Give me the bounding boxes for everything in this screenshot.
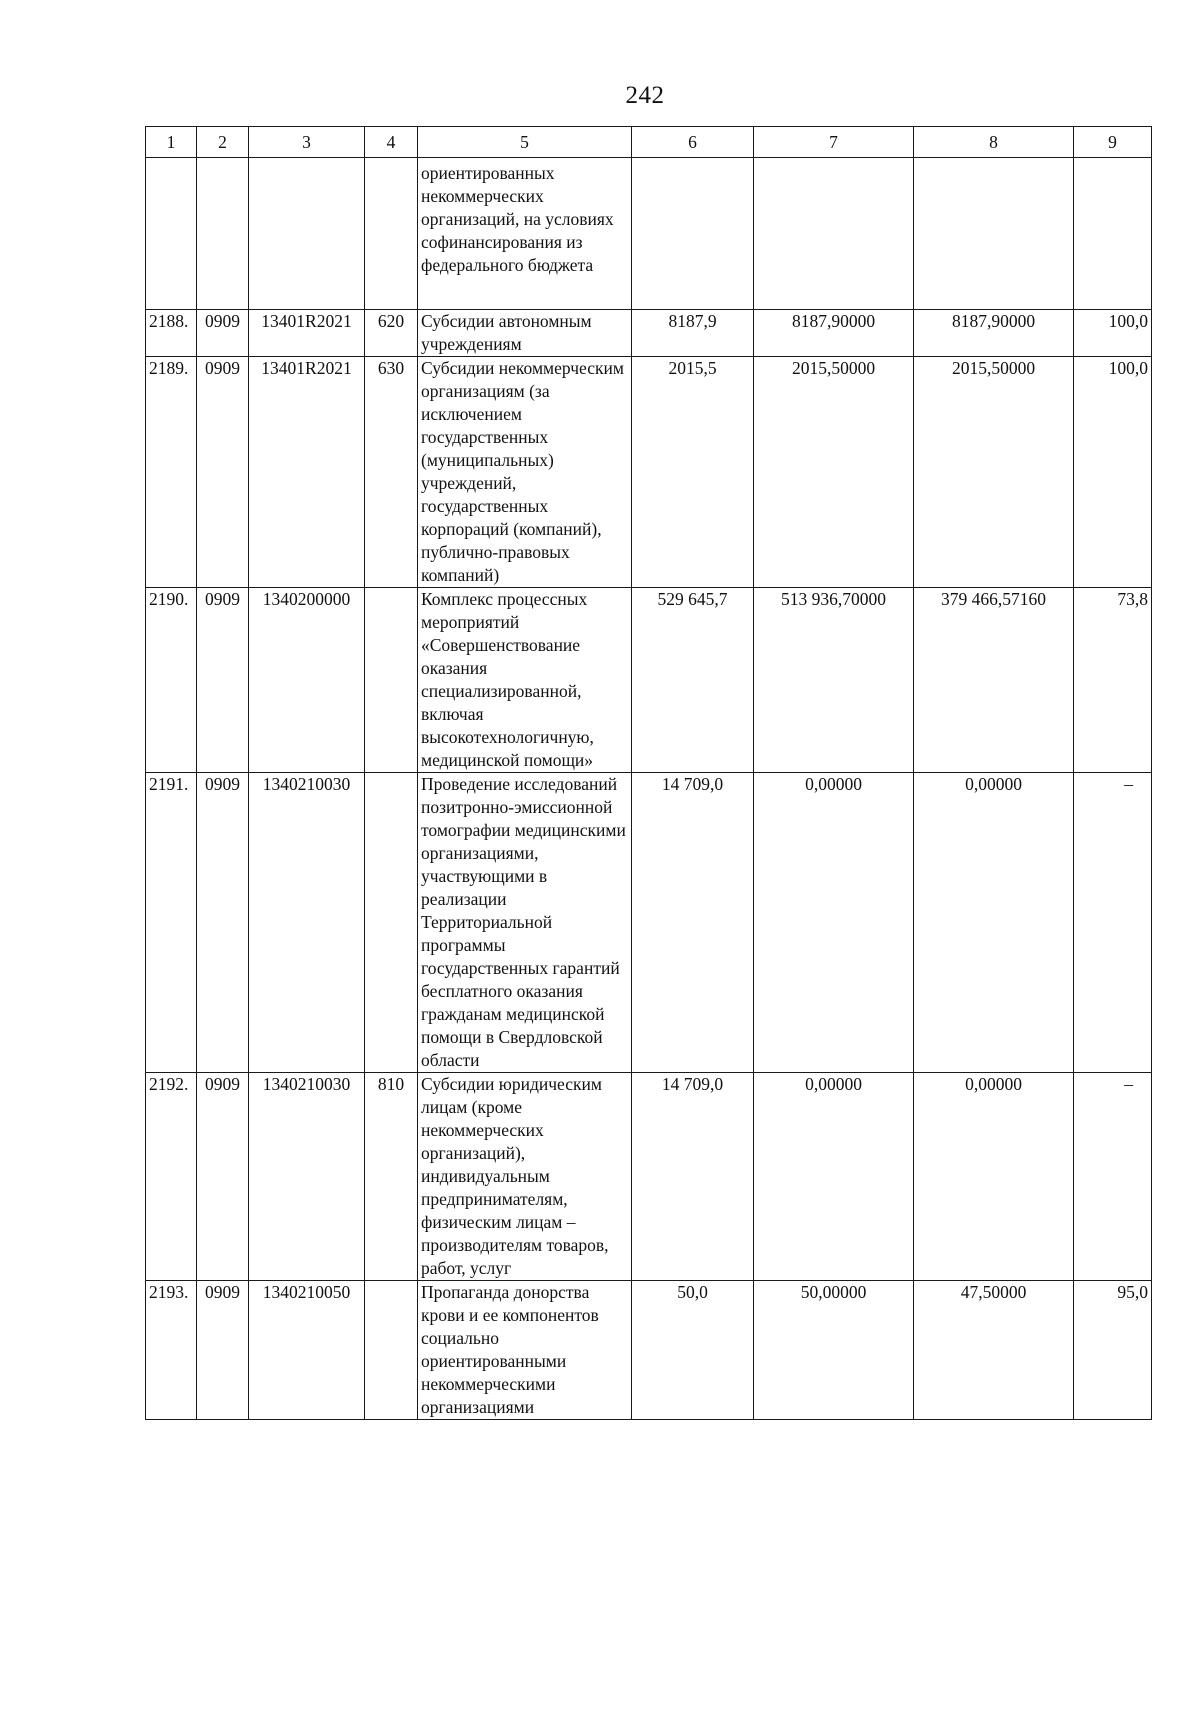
expense-type-cell: 810 [365, 1073, 418, 1281]
expense-type-cell [365, 588, 418, 773]
column-header: 5 [418, 127, 632, 158]
executed-amount-cell: 0,00000 [914, 773, 1074, 1073]
execution-percent-cell: 100,0 [1074, 310, 1152, 357]
target-code-cell: 1340210050 [249, 1281, 365, 1420]
column-header: 2 [197, 127, 249, 158]
page-number: 242 [625, 82, 665, 109]
row-number-cell: 2193. [146, 1281, 197, 1420]
item-name-cell: ориентированных некоммерческих организаций, на условиях софинансирования из федерального бюджета [418, 158, 632, 310]
expense-type-cell [365, 158, 418, 310]
execution-percent-cell [1074, 158, 1152, 310]
planned-amount-cell [632, 158, 754, 310]
execution-percent-cell: 95,0 [1074, 1281, 1152, 1420]
column-header: 6 [632, 127, 754, 158]
planned-amount-cell: 529 645,7 [632, 588, 754, 773]
executed-amount-cell: 47,50000 [914, 1281, 1074, 1420]
revised-amount-cell: 8187,90000 [754, 310, 914, 357]
item-name-cell: Субсидии автономным учреждениям [418, 310, 632, 357]
item-name-cell: Проведение исследований позитронно-эмиссионной томографии медицинскими организациями, участвующими в реализации Территориальной программы государственных гарантий бесплатного оказания гражданам медицинской помощи в Свердловской области [418, 773, 632, 1073]
row-number-cell [146, 158, 197, 310]
revised-amount-cell [754, 158, 914, 310]
target-code-cell: 1340200000 [249, 588, 365, 773]
executed-amount-cell [914, 158, 1074, 310]
revised-amount-cell: 2015,50000 [754, 357, 914, 588]
row-number-cell: 2190. [146, 588, 197, 773]
row-number-cell: 2191. [146, 773, 197, 1073]
planned-amount-cell: 14 709,0 [632, 1073, 754, 1281]
expense-type-cell: 620 [365, 310, 418, 357]
item-name-cell: Пропаганда донорства крови и ее компонентов социально ориентированными некоммерческими организациями [418, 1281, 632, 1420]
executed-amount-cell: 8187,90000 [914, 310, 1074, 357]
target-code-cell: 13401R2021 [249, 310, 365, 357]
table-row [146, 588, 1152, 773]
planned-amount-cell: 8187,9 [632, 310, 754, 357]
section-code-cell: 0909 [197, 357, 249, 588]
column-header-row [146, 127, 1152, 158]
execution-percent-cell: 73,8 [1074, 588, 1152, 773]
item-name-cell: Субсидии юридическим лицам (кроме некоммерческих организаций), индивидуальным предпринимателям, физическим лицам – производителям товаров, работ, услуг [418, 1073, 632, 1281]
item-name-cell: Субсидии некоммерческим организациям (за исключением государственных (муниципальных) учреждений, государственных корпораций (компаний), публично-правовых компаний) [418, 357, 632, 588]
column-header: 1 [146, 127, 197, 158]
column-header: 8 [914, 127, 1074, 158]
revised-amount-cell: 50,00000 [754, 1281, 914, 1420]
execution-percent-cell: – [1074, 773, 1152, 1073]
planned-amount-cell: 14 709,0 [632, 773, 754, 1073]
execution-percent-cell: – [1074, 1073, 1152, 1281]
column-header: 4 [365, 127, 418, 158]
row-number-cell: 2192. [146, 1073, 197, 1281]
revised-amount-cell: 0,00000 [754, 773, 914, 1073]
target-code-cell: 13401R2021 [249, 357, 365, 588]
table-row [146, 1073, 1152, 1281]
target-code-cell [249, 158, 365, 310]
row-number-cell: 2189. [146, 357, 197, 588]
table-row [146, 158, 1152, 310]
column-header: 9 [1074, 127, 1152, 158]
planned-amount-cell: 2015,5 [632, 357, 754, 588]
section-code-cell: 0909 [197, 588, 249, 773]
section-code-cell: 0909 [197, 1281, 249, 1420]
target-code-cell: 1340210030 [249, 773, 365, 1073]
table-row [146, 773, 1152, 1073]
execution-percent-cell: 100,0 [1074, 357, 1152, 588]
item-name-cell: Комплекс процессных мероприятий «Совершенствование оказания специализированной, включая высокотехнологичную, медицинской помощи» [418, 588, 632, 773]
executed-amount-cell: 379 466,57160 [914, 588, 1074, 773]
revised-amount-cell: 0,00000 [754, 1073, 914, 1281]
revised-amount-cell: 513 936,70000 [754, 588, 914, 773]
table-row [146, 357, 1152, 588]
executed-amount-cell: 2015,50000 [914, 357, 1074, 588]
table-row [146, 310, 1152, 357]
table-row [146, 1281, 1152, 1420]
section-code-cell [197, 158, 249, 310]
column-header: 3 [249, 127, 365, 158]
row-number-cell: 2188. [146, 310, 197, 357]
expense-type-cell [365, 773, 418, 1073]
expense-type-cell: 630 [365, 357, 418, 588]
section-code-cell: 0909 [197, 773, 249, 1073]
target-code-cell: 1340210030 [249, 1073, 365, 1281]
section-code-cell: 0909 [197, 1073, 249, 1281]
column-header: 7 [754, 127, 914, 158]
expense-type-cell [365, 1281, 418, 1420]
budget-table [145, 126, 1152, 1420]
section-code-cell: 0909 [197, 310, 249, 357]
planned-amount-cell: 50,0 [632, 1281, 754, 1420]
executed-amount-cell: 0,00000 [914, 1073, 1074, 1281]
